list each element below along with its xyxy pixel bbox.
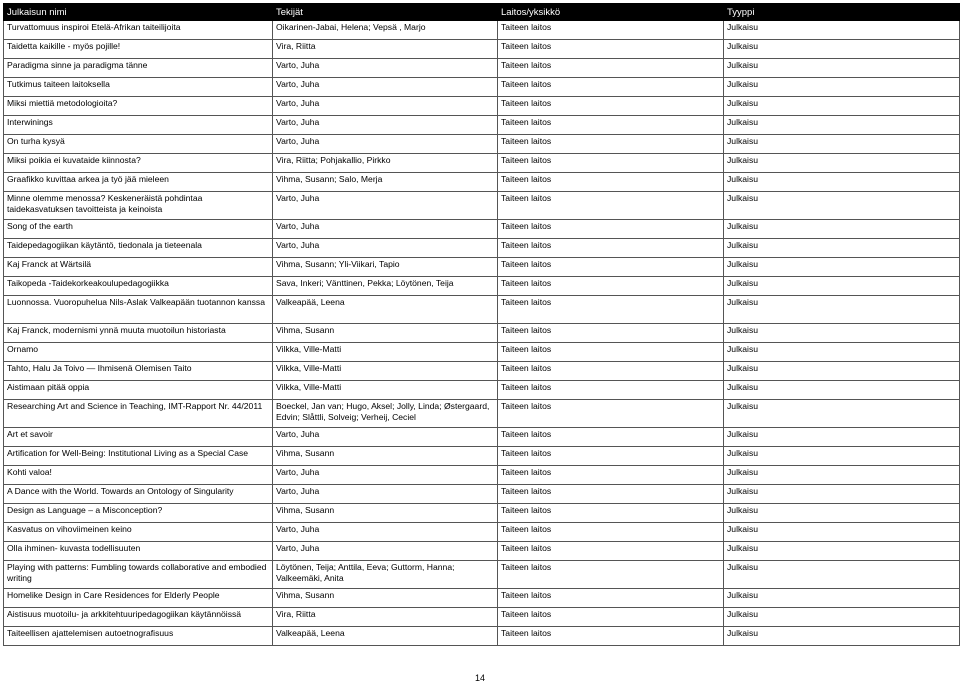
cell-authors: Valkeapää, Leena bbox=[273, 296, 498, 324]
cell-department: Taiteen laitos bbox=[498, 627, 724, 646]
cell-type: Julkaisu bbox=[724, 627, 960, 646]
table-row bbox=[4, 608, 960, 627]
cell-authors: Valkeapää, Leena bbox=[273, 627, 498, 646]
cell-type: Julkaisu bbox=[724, 59, 960, 78]
table-row bbox=[4, 400, 960, 428]
cell-type: Julkaisu bbox=[724, 589, 960, 608]
cell-type: Julkaisu bbox=[724, 561, 960, 589]
cell-authors: Varto, Juha bbox=[273, 428, 498, 447]
cell-title: Art et savoir bbox=[4, 428, 273, 447]
header-row bbox=[4, 4, 960, 21]
table-row bbox=[4, 324, 960, 343]
table-body bbox=[4, 21, 960, 646]
cell-type: Julkaisu bbox=[724, 466, 960, 485]
table-row bbox=[4, 97, 960, 116]
header-title: Julkaisun nimi bbox=[4, 4, 273, 21]
cell-type: Julkaisu bbox=[724, 97, 960, 116]
cell-department: Taiteen laitos bbox=[498, 447, 724, 466]
cell-type: Julkaisu bbox=[724, 296, 960, 324]
cell-authors: Varto, Juha bbox=[273, 192, 498, 220]
table-row bbox=[4, 59, 960, 78]
cell-authors: Varto, Juha bbox=[273, 542, 498, 561]
table-row bbox=[4, 239, 960, 258]
cell-authors: Vilkka, Ville-Matti bbox=[273, 381, 498, 400]
cell-authors: Vihma, Susann bbox=[273, 504, 498, 523]
cell-authors: Varto, Juha bbox=[273, 97, 498, 116]
cell-type: Julkaisu bbox=[724, 447, 960, 466]
cell-department: Taiteen laitos bbox=[498, 485, 724, 504]
cell-department: Taiteen laitos bbox=[498, 239, 724, 258]
cell-title: Artification for Well-Being: Institutional Living as a Special Case bbox=[4, 447, 273, 466]
cell-type: Julkaisu bbox=[724, 362, 960, 381]
cell-title: Paradigma sinne ja paradigma tänne bbox=[4, 59, 273, 78]
cell-department: Taiteen laitos bbox=[498, 258, 724, 277]
cell-department: Taiteen laitos bbox=[498, 428, 724, 447]
cell-authors: Varto, Juha bbox=[273, 220, 498, 239]
cell-title: Miksi miettiä metodologioita? bbox=[4, 97, 273, 116]
cell-title: Luonnossa. Vuoropuhelua Nils-Aslak Valkeapään tuotannon kanssa bbox=[4, 296, 273, 324]
table-row bbox=[4, 504, 960, 523]
table-row bbox=[4, 258, 960, 277]
page-number: 14 bbox=[474, 673, 485, 683]
cell-department: Taiteen laitos bbox=[498, 97, 724, 116]
cell-authors: Löytönen, Teija; Anttila, Eeva; Guttorm, Hanna; Valkeemäki, Anita bbox=[273, 561, 498, 589]
cell-title: Kasvatus on vihoviimeinen keino bbox=[4, 523, 273, 542]
cell-type: Julkaisu bbox=[724, 523, 960, 542]
table-row bbox=[4, 589, 960, 608]
cell-type: Julkaisu bbox=[724, 324, 960, 343]
cell-authors: Vihma, Susann bbox=[273, 324, 498, 343]
cell-authors: Oikarinen-Jabai, Helena; Vepsä , Marjo bbox=[273, 21, 498, 40]
cell-department: Taiteen laitos bbox=[498, 296, 724, 324]
cell-department: Taiteen laitos bbox=[498, 324, 724, 343]
cell-department: Taiteen laitos bbox=[498, 40, 724, 59]
cell-department: Taiteen laitos bbox=[498, 589, 724, 608]
cell-title: Aistimaan pitää oppia bbox=[4, 381, 273, 400]
cell-department: Taiteen laitos bbox=[498, 173, 724, 192]
cell-department: Taiteen laitos bbox=[498, 343, 724, 362]
cell-department: Taiteen laitos bbox=[498, 135, 724, 154]
cell-authors: Varto, Juha bbox=[273, 116, 498, 135]
cell-type: Julkaisu bbox=[724, 277, 960, 296]
cell-authors: Vihma, Susann bbox=[273, 447, 498, 466]
cell-type: Julkaisu bbox=[724, 258, 960, 277]
publications-table bbox=[3, 3, 960, 646]
cell-title: Tahto, Halu Ja Toivo — Ihmisenä Olemisen Taito bbox=[4, 362, 273, 381]
cell-department: Taiteen laitos bbox=[498, 504, 724, 523]
cell-type: Julkaisu bbox=[724, 608, 960, 627]
cell-title: Homelike Design in Care Residences for Elderly People bbox=[4, 589, 273, 608]
cell-type: Julkaisu bbox=[724, 78, 960, 97]
cell-title: Taiteellisen ajattelemisen autoetnografisuus bbox=[4, 627, 273, 646]
cell-authors: Sava, Inkeri; Vänttinen, Pekka; Löytönen, Teija bbox=[273, 277, 498, 296]
cell-title: Tutkimus taiteen laitoksella bbox=[4, 78, 273, 97]
cell-title: Playing with patterns: Fumbling towards collaborative and embodied writing bbox=[4, 561, 273, 589]
cell-title: Researching Art and Science in Teaching, IMT-Rapport Nr. 44/2011 bbox=[4, 400, 273, 428]
cell-authors: Varto, Juha bbox=[273, 523, 498, 542]
table-row bbox=[4, 627, 960, 646]
table-row bbox=[4, 343, 960, 362]
cell-authors: Varto, Juha bbox=[273, 59, 498, 78]
cell-department: Taiteen laitos bbox=[498, 381, 724, 400]
table-row bbox=[4, 192, 960, 220]
cell-title: A Dance with the World. Towards an Ontology of Singularity bbox=[4, 485, 273, 504]
table-row bbox=[4, 381, 960, 400]
cell-type: Julkaisu bbox=[724, 154, 960, 173]
table-row bbox=[4, 485, 960, 504]
cell-authors: Vihma, Susann; Salo, Merja bbox=[273, 173, 498, 192]
cell-title: Ornamo bbox=[4, 343, 273, 362]
cell-type: Julkaisu bbox=[724, 239, 960, 258]
cell-title: Minne olemme menossa? Keskeneräistä pohdintaa taidekasvatuksen tavoitteista ja keinoista bbox=[4, 192, 273, 220]
cell-department: Taiteen laitos bbox=[498, 466, 724, 485]
cell-department: Taiteen laitos bbox=[498, 608, 724, 627]
cell-type: Julkaisu bbox=[724, 192, 960, 220]
cell-authors: Varto, Juha bbox=[273, 466, 498, 485]
cell-department: Taiteen laitos bbox=[498, 78, 724, 97]
cell-title: Kaj Franck at Wärtsilä bbox=[4, 258, 273, 277]
cell-title: Kohti valoa! bbox=[4, 466, 273, 485]
cell-department: Taiteen laitos bbox=[498, 192, 724, 220]
cell-authors: Vihma, Susann; Yli-Viikari, Tapio bbox=[273, 258, 498, 277]
cell-type: Julkaisu bbox=[724, 542, 960, 561]
cell-department: Taiteen laitos bbox=[498, 542, 724, 561]
cell-department: Taiteen laitos bbox=[498, 523, 724, 542]
cell-title: Kaj Franck, modernismi ynnä muuta muotoilun historiasta bbox=[4, 324, 273, 343]
table-row bbox=[4, 173, 960, 192]
table-row bbox=[4, 542, 960, 561]
cell-title: Design as Language – a Misconception? bbox=[4, 504, 273, 523]
cell-authors: Varto, Juha bbox=[273, 239, 498, 258]
cell-type: Julkaisu bbox=[724, 173, 960, 192]
cell-authors: Vira, Riitta bbox=[273, 40, 498, 59]
cell-department: Taiteen laitos bbox=[498, 116, 724, 135]
table-row bbox=[4, 447, 960, 466]
cell-type: Julkaisu bbox=[724, 116, 960, 135]
cell-department: Taiteen laitos bbox=[498, 561, 724, 589]
cell-title: Turvattomuus inspiroi Etelä-Afrikan taiteilijoita bbox=[4, 21, 273, 40]
cell-type: Julkaisu bbox=[724, 381, 960, 400]
cell-department: Taiteen laitos bbox=[498, 362, 724, 381]
cell-type: Julkaisu bbox=[724, 504, 960, 523]
cell-authors: Varto, Juha bbox=[273, 78, 498, 97]
table-row bbox=[4, 296, 960, 324]
cell-authors: Vira, Riitta bbox=[273, 608, 498, 627]
table-row bbox=[4, 277, 960, 296]
header-type: Tyyppi bbox=[724, 4, 960, 21]
table-row bbox=[4, 21, 960, 40]
table-row bbox=[4, 135, 960, 154]
cell-title: Graafikko kuvittaa arkea ja työ jää mieleen bbox=[4, 173, 273, 192]
table-row bbox=[4, 78, 960, 97]
cell-authors: Vilkka, Ville-Matti bbox=[273, 343, 498, 362]
table-row bbox=[4, 220, 960, 239]
cell-department: Taiteen laitos bbox=[498, 59, 724, 78]
cell-authors: Vihma, Susann bbox=[273, 589, 498, 608]
cell-title: Taidetta kaikille - myös pojille! bbox=[4, 40, 273, 59]
cell-department: Taiteen laitos bbox=[498, 400, 724, 428]
cell-title: Interwinings bbox=[4, 116, 273, 135]
cell-authors: Boeckel, Jan van; Hugo, Aksel; Jolly, Linda; Østergaard, Edvin; Slåttli, Solveig; Verheij, Ceciel bbox=[273, 400, 498, 428]
cell-type: Julkaisu bbox=[724, 220, 960, 239]
cell-department: Taiteen laitos bbox=[498, 277, 724, 296]
cell-type: Julkaisu bbox=[724, 40, 960, 59]
table-row bbox=[4, 523, 960, 542]
header-department: Laitos/yksikkö bbox=[498, 4, 724, 21]
header-authors: Tekijät bbox=[273, 4, 498, 21]
cell-title: Taidepedagogiikan käytäntö, tiedonala ja tieteenala bbox=[4, 239, 273, 258]
table-row bbox=[4, 561, 960, 589]
cell-title: On turha kysyä bbox=[4, 135, 273, 154]
table-row bbox=[4, 428, 960, 447]
cell-title: Taikopeda -Taidekorkeakoulupedagogiikka bbox=[4, 277, 273, 296]
cell-type: Julkaisu bbox=[724, 428, 960, 447]
cell-type: Julkaisu bbox=[724, 21, 960, 40]
cell-department: Taiteen laitos bbox=[498, 220, 724, 239]
cell-title: Olla ihminen- kuvasta todellisuuten bbox=[4, 542, 273, 561]
cell-type: Julkaisu bbox=[724, 400, 960, 428]
cell-department: Taiteen laitos bbox=[498, 154, 724, 173]
cell-title: Aistisuus muotoilu- ja arkkitehtuuripedagogiikan käytännöissä bbox=[4, 608, 273, 627]
cell-department: Taiteen laitos bbox=[498, 21, 724, 40]
cell-type: Julkaisu bbox=[724, 135, 960, 154]
table-row bbox=[4, 466, 960, 485]
cell-authors: Vilkka, Ville-Matti bbox=[273, 362, 498, 381]
cell-authors: Varto, Juha bbox=[273, 135, 498, 154]
table-row bbox=[4, 40, 960, 59]
table-row bbox=[4, 362, 960, 381]
cell-title: Song of the earth bbox=[4, 220, 273, 239]
table-row bbox=[4, 116, 960, 135]
cell-authors: Varto, Juha bbox=[273, 485, 498, 504]
cell-title: Miksi poikia ei kuvataide kiinnosta? bbox=[4, 154, 273, 173]
cell-type: Julkaisu bbox=[724, 485, 960, 504]
table-row bbox=[4, 154, 960, 173]
cell-type: Julkaisu bbox=[724, 343, 960, 362]
cell-authors: Vira, Riitta; Pohjakallio, Pirkko bbox=[273, 154, 498, 173]
